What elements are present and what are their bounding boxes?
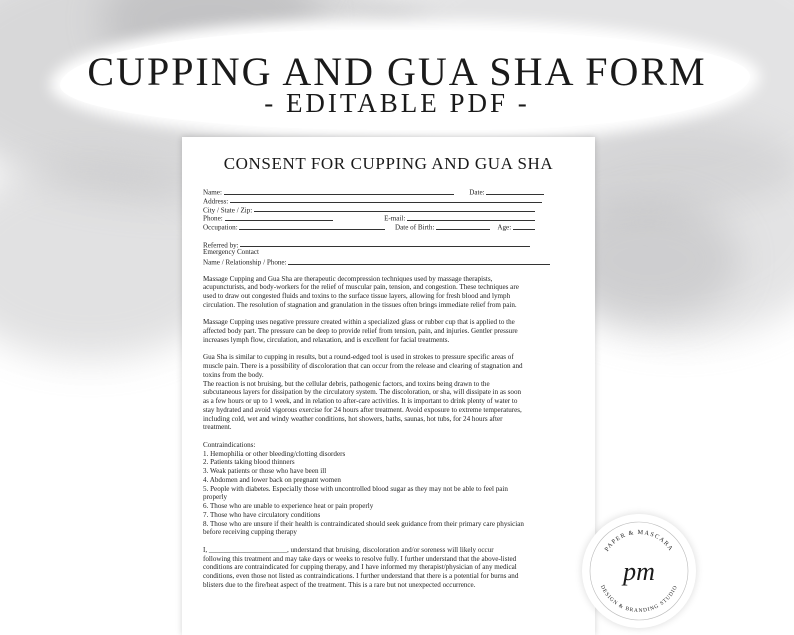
city-state-zip-field[interactable] (254, 205, 535, 213)
text-line: blisters due to the fire/heat aspect of the treatment. This is a rare but not unexpected occurrence. (203, 580, 476, 589)
field-row-city (203, 205, 581, 214)
field-row-referred (203, 240, 581, 249)
text-line: Gua Sha is similar to cupping in results, but a round-edged tool is used in strokes to pressure specific areas of (203, 353, 514, 362)
emergency-contact-field[interactable] (288, 257, 550, 265)
paragraph-cupping-gua-sha (203, 275, 581, 310)
text-line: increases lymph flow, circulation, and relaxation, and is excellent for facial treatments. (203, 335, 450, 344)
form-title: CONSENT FOR CUPPING AND GUA SHA (223, 154, 554, 173)
consent-form-page (182, 137, 595, 635)
age-field[interactable] (513, 222, 535, 230)
field-label-phone: Phone: (203, 214, 223, 223)
text-line: used to draw out congested fluids and toxins to the surface tissue layers, allowing for fresh blood and lymph (203, 292, 511, 300)
date-of-birth-field[interactable] (436, 222, 490, 230)
name-field[interactable] (224, 187, 454, 195)
list-item: 8. Those who are unsure if their health is contraindicated should seek guidance from their primary care physician (203, 519, 524, 528)
email-field[interactable] (407, 213, 535, 221)
text-line: affected body part. The pressure can be deep to provide relief from tension, pain, and injuries. Gentler pressure (203, 327, 518, 335)
text-line: stay hydrated and avoid vigorous exercise for 24 hours after treatment. Avoid exposure to extreme temperatures, (203, 405, 522, 414)
list-item: 1. Hemophilia or other bleeding/clotting disorders (203, 449, 346, 458)
text-line: acupuncturists, and body-workers for the relief of muscular pain, tension, and congestion. These techniques are (203, 283, 519, 292)
text-line: treatment. (203, 423, 232, 432)
text-line: conditions, even those not listed as contraindications. I further understand that there is a potential for burns and (203, 572, 519, 580)
field-label-city: City / State / Zip: (203, 206, 253, 214)
list-item: 3. Weak patients or those who have been ill (203, 467, 327, 475)
address-field[interactable] (230, 196, 542, 204)
form-content (203, 187, 581, 598)
text-line: muscle pain. There is a possibility of discoloration that can occur from the release and clearing of stagnation and (203, 362, 523, 370)
paragraph-acknowledgement (203, 546, 581, 590)
field-row-phone (203, 213, 581, 222)
phone-field[interactable] (225, 213, 333, 221)
badge-bottom-text: DESIGN & BRANDING STUDIO (598, 584, 680, 615)
field-row-address (203, 196, 581, 205)
emergency-contact-heading: Emergency Contact (203, 248, 260, 257)
field-row-occupation (203, 222, 581, 231)
list-item: 6. Those who are unable to experience heat or pain properly (203, 502, 374, 510)
brand-logo (582, 514, 696, 628)
brand-logo-badge (582, 514, 696, 628)
text-line: Massage Cupping and Gua Sha are therapeutic decompression techniques used by massage therapists, (203, 274, 493, 283)
list-item: 2. Patients taking blood thinners (203, 458, 295, 467)
badge-top-text: PAPER & MASCARA (603, 528, 675, 553)
text-line: toxins from the body. (203, 370, 264, 379)
field-label-name-relationship: Name / Relationship / Phone: (203, 258, 287, 267)
text-line: following this treatment and may take days or weeks to resolve fully. I further understand that the above-listed (203, 554, 517, 563)
text-line: I, ______________________, understand that bruising, discoloration and/or soreness will likely occur (203, 545, 494, 554)
list-item: 7. Those who have circulatory conditions (203, 510, 321, 519)
referred-by-field[interactable] (240, 240, 530, 248)
field-label-email: E-mail: (384, 214, 406, 223)
field-row-emergency (203, 257, 581, 266)
text-line: including cold, wet and windy weather conditions, hot showers, baths, saunas, hot tubs, for 24 hours after (203, 414, 503, 423)
list-item: 4. Abdomen and lower back on pregnant women (203, 475, 341, 484)
field-label-address: Address: (203, 197, 229, 206)
list-item: 5. People with diabetes. Especially those with uncontrolled blood sugar as they may not be able to feel pain (203, 484, 508, 493)
banner-subtitle: - EDITABLE PDF - (264, 88, 530, 118)
field-label-referred: Referred by: (203, 241, 239, 249)
text-line: subcutaneous layers for dissipation by the circulatory system. The discoloration, or sha, will dissipate in as soon (203, 388, 522, 397)
contraindications-heading: Contraindications: (203, 440, 256, 449)
field-label-occupation: Occupation: (203, 223, 238, 232)
paragraph-massage-cupping (203, 318, 581, 344)
contraindications-list (203, 441, 581, 537)
text-line: as a few hours or up to 1 week, and in relation to after-care activities. It is important to drink plenty of water to (203, 397, 518, 405)
list-item: properly (203, 493, 228, 502)
text-line: The reaction is not bruising, but the cellular debris, pathogenic factors, and toxins being drawn to the (203, 379, 490, 388)
list-item: before receiving cupping therapy (203, 528, 297, 537)
banner-title: CUPPING AND GUA SHA FORM (87, 49, 707, 94)
field-label-name: Name: (203, 188, 222, 197)
text-line: circulation. The resolution of stagnation and granulation in the tissues often brings immediate relief from pain. (203, 300, 517, 309)
occupation-field[interactable] (239, 222, 385, 230)
field-row-name (203, 187, 581, 196)
badge-monogram: pm (623, 557, 655, 586)
text-line: conditions are contraindicated for cupping therapy, and I have informed my therapist/physician of any medical (203, 563, 517, 572)
field-label-date: Date: (469, 188, 485, 197)
date-field[interactable] (486, 187, 544, 195)
field-label-age: Age: (497, 223, 512, 232)
paragraph-gua-sha (203, 353, 581, 432)
text-line: Massage Cupping uses negative pressure created within a specialized glass or rubber cup that is applied to the (203, 318, 515, 327)
field-label-dob: Date of Birth: (395, 223, 435, 232)
